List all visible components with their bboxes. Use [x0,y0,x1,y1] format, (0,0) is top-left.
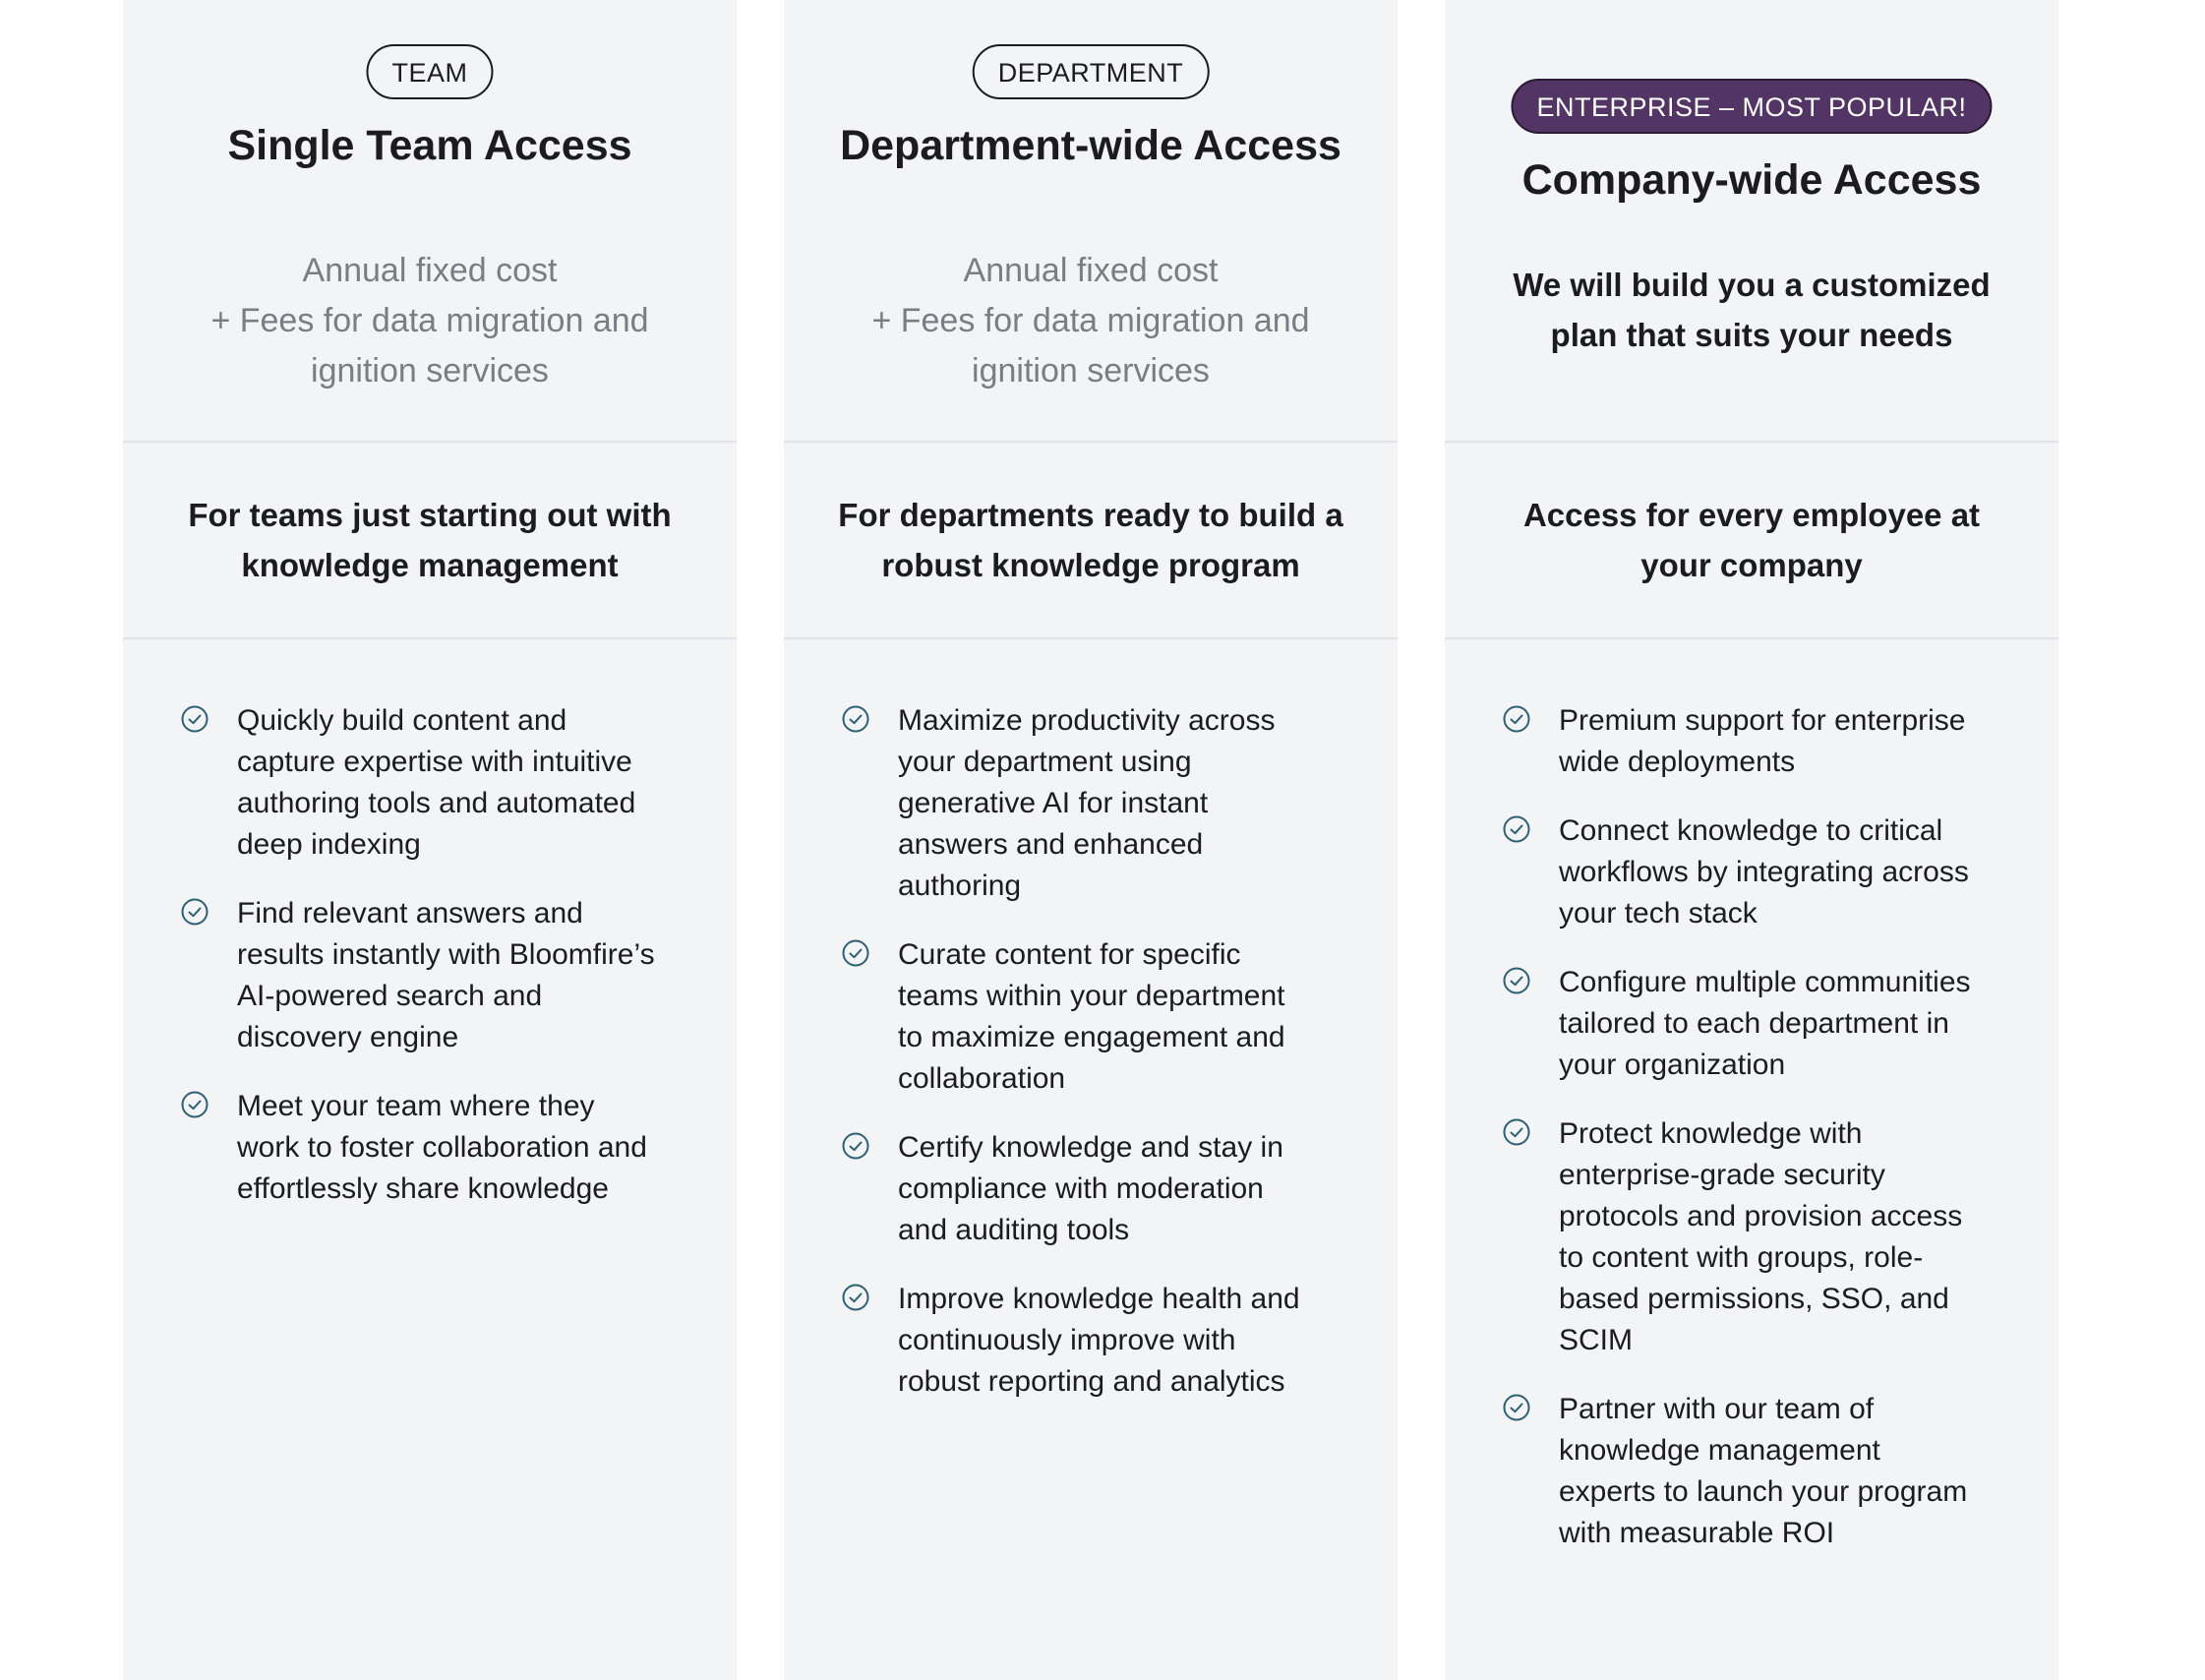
feature-line: robust reporting and analytics [898,1365,1285,1398]
feature-line: experts to launch your program [1559,1475,1968,1508]
check-circle-icon [1502,966,1531,995]
custom-line: We will build you a customized [1513,267,1991,303]
feature-line: to maximize engagement and [898,1021,1285,1053]
plan-pricing [182,246,678,396]
feature-line: authoring tools and automated [237,787,636,819]
feature-line: work to foster collaboration and [237,1131,647,1164]
feature-text [1559,1389,2039,1554]
feature-line: tailored to each department in [1559,1007,1949,1040]
feature-line: your organization [1559,1049,1786,1081]
feature-line: Protect knowledge with [1559,1117,1863,1150]
plan-badge: DEPARTMENT [973,44,1210,99]
feature-item [1502,810,2039,934]
feature-list [841,700,1378,1430]
feature-item [1502,962,2039,1086]
feature-item [1502,1113,2039,1361]
feature-line: with measurable ROI [1559,1517,1835,1549]
plan-card-enterprise [1445,0,2058,1680]
check-circle-icon [180,897,209,927]
plan-pricing [843,246,1339,396]
feature-line: Quickly build content and [237,704,567,737]
feature-text [237,700,717,866]
feature-line: Certify knowledge and stay in [898,1131,1283,1164]
feature-item [180,893,717,1058]
feature-line: Premium support for enterprise [1559,704,1966,737]
feature-line: authoring [898,870,1022,902]
feature-line: effortlessly share knowledge [237,1172,609,1205]
check-circle-icon [841,938,870,968]
plan-audience [1445,443,2058,639]
feature-line: your department using [898,746,1192,778]
plan-badge: TEAM [366,44,493,99]
audience-line: knowledge management [241,547,619,583]
feature-line: collaboration [898,1062,1066,1095]
pricing-line: + Fees for data migration and [210,302,649,339]
audience-line: For departments ready to build a [838,497,1343,533]
plan-audience [123,443,737,639]
feature-item [1502,700,2039,783]
check-circle-icon [841,704,870,734]
feature-text [898,1279,1378,1403]
feature-list [180,700,717,1237]
feature-line: generative AI for instant [898,787,1209,819]
feature-line: answers and enhanced [898,828,1204,861]
feature-item [841,934,1378,1100]
plan-card-department [784,0,1398,1680]
feature-line: Meet your team where they [237,1090,595,1122]
feature-line: Connect knowledge to critical [1559,814,1943,847]
feature-text [898,934,1378,1100]
feature-line: compliance with moderation [898,1172,1264,1205]
plan-title: Company-wide Access [1521,156,1982,204]
feature-item [841,1279,1378,1403]
check-circle-icon [841,1283,870,1312]
feature-line: Find relevant answers and [237,897,583,930]
feature-line: and auditing tools [898,1214,1130,1246]
plan-title: Single Team Access [227,122,632,169]
plan-header [123,0,737,443]
plan-header [1445,0,2058,443]
check-circle-icon [841,1131,870,1161]
audience-line: your company [1640,547,1863,583]
check-circle-icon [180,704,209,734]
audience-line: Access for every employee at [1522,497,1981,533]
feature-line: teams within your department [898,980,1285,1012]
pricing-line: ignition services [311,352,549,390]
feature-text [237,893,717,1058]
feature-line: deep indexing [237,828,421,861]
most-popular-badge: ENTERPRISE – MOST POPULAR! [1511,79,1992,134]
feature-line: AI-powered search and [237,980,543,1012]
feature-line: capture expertise with intuitive [237,746,632,778]
feature-text [1559,810,2039,934]
check-circle-icon [1502,1393,1531,1422]
feature-item [1502,1389,2039,1554]
feature-item [841,700,1378,907]
feature-line: results instantly with Bloomfire’s [237,938,655,971]
feature-line: Maximize productivity across [898,704,1276,737]
feature-line: continuously improve with [898,1324,1236,1356]
plan-header [784,0,1398,443]
feature-line: to content with groups, role- [1559,1241,1924,1274]
check-circle-icon [1502,1117,1531,1147]
feature-text [1559,1113,2039,1361]
pricing-line: + Fees for data migration and [871,302,1310,339]
check-circle-icon [180,1090,209,1119]
feature-text [237,1086,717,1210]
pricing-line: ignition services [972,352,1210,390]
check-circle-icon [1502,814,1531,844]
plan-audience [784,443,1398,639]
feature-line: Improve knowledge health and [898,1283,1300,1315]
feature-line: your tech stack [1559,897,1758,930]
feature-item [841,1127,1378,1251]
feature-line: discovery engine [237,1021,459,1053]
feature-line: knowledge management [1559,1434,1880,1467]
feature-list [1502,700,2039,1582]
feature-text [1559,700,2039,783]
feature-item [180,1086,717,1210]
feature-text [1559,962,2039,1086]
plan-custom-pricing [1484,260,2019,360]
feature-line: Configure multiple communities [1559,966,1971,998]
pricing-line: Annual fixed cost [302,252,558,289]
feature-line: Partner with our team of [1559,1393,1875,1425]
feature-line: Curate content for specific [898,938,1241,971]
feature-text [898,700,1378,907]
feature-line: protocols and provision access [1559,1200,1963,1232]
feature-item [180,700,717,866]
check-circle-icon [1502,704,1531,734]
audience-line: robust knowledge program [881,547,1300,583]
feature-line: enterprise-grade security [1559,1159,1885,1191]
custom-line: plan that suits your needs [1550,317,1953,353]
audience-line: For teams just starting out with [188,497,672,533]
feature-text [898,1127,1378,1251]
feature-line: SCIM [1559,1324,1633,1356]
plan-title: Department-wide Access [840,122,1341,169]
feature-line: workflows by integrating across [1559,856,1969,888]
feature-line: wide deployments [1559,746,1796,778]
plan-card-team [123,0,737,1680]
pricing-line: Annual fixed cost [963,252,1219,289]
feature-line: based permissions, SSO, and [1559,1283,1949,1315]
